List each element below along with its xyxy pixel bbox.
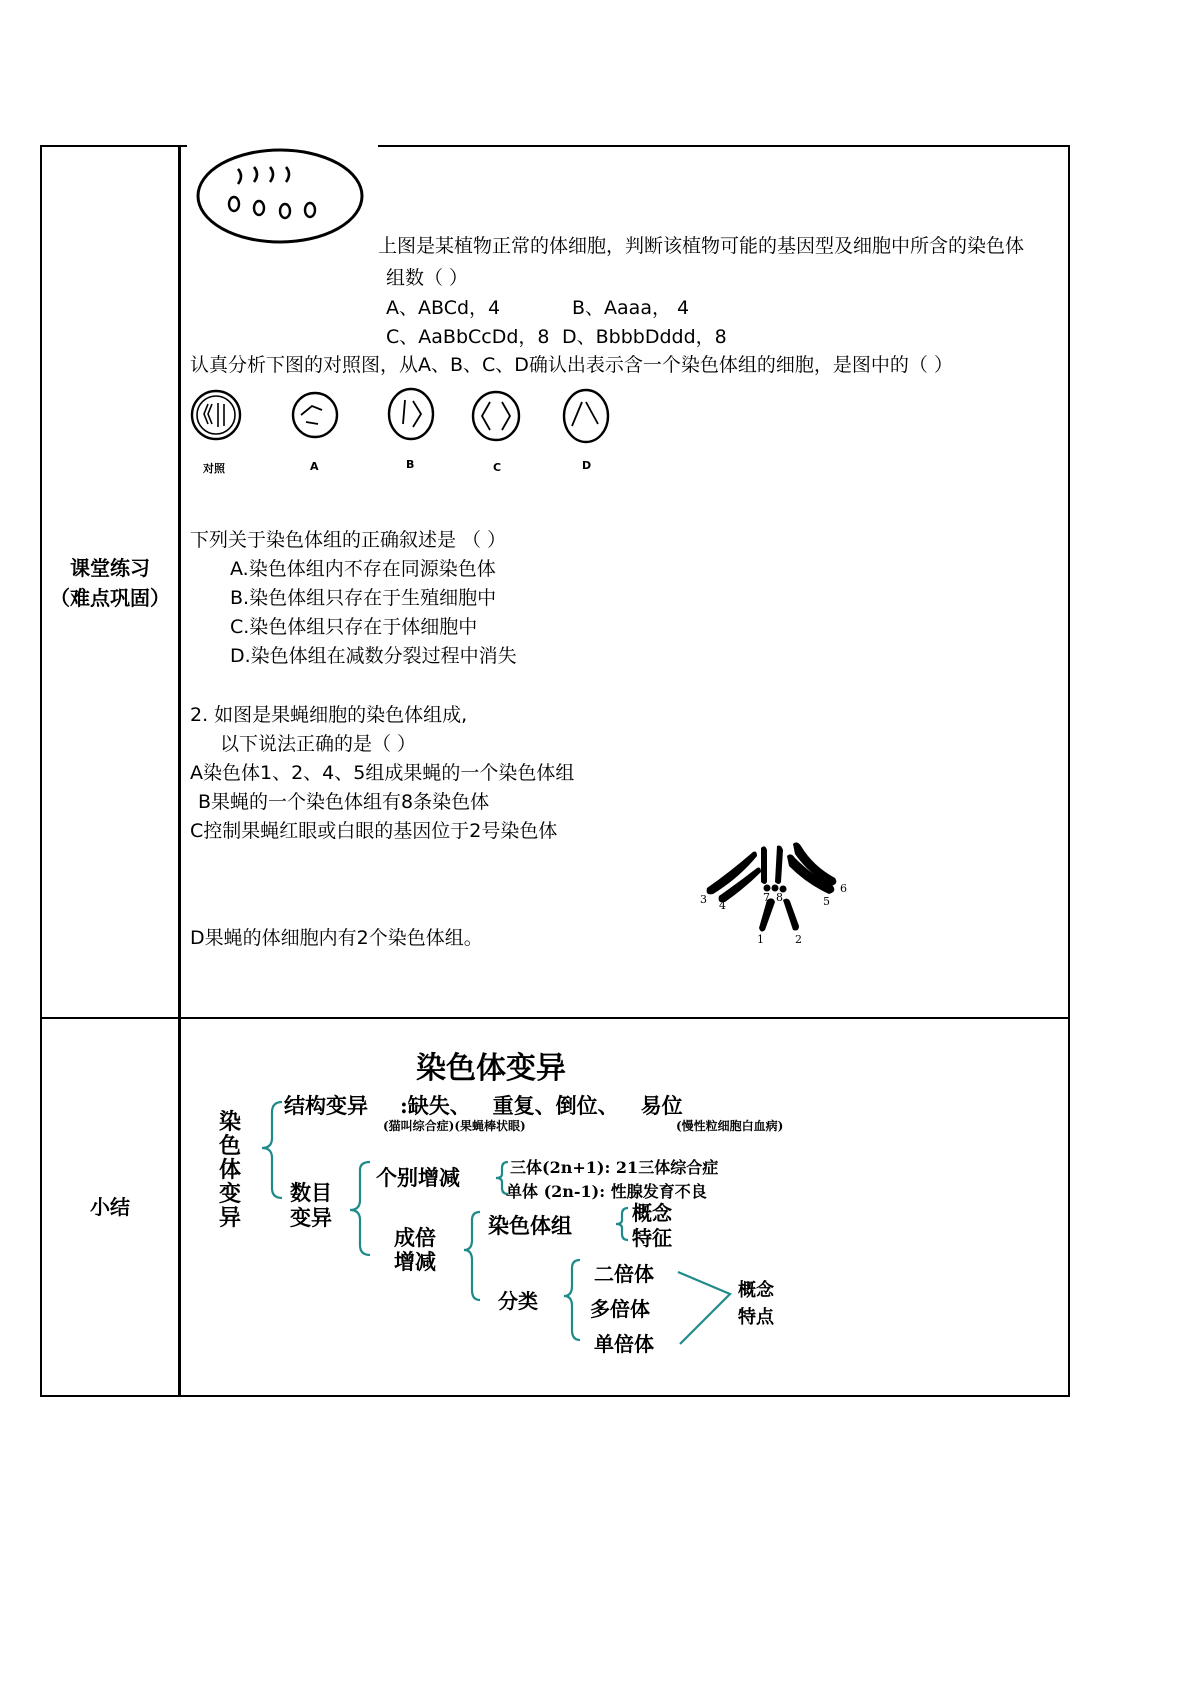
chromosome-label-4: 4 xyxy=(719,899,726,912)
q1-question-line1: 上图是某植物正常的体细胞，判断该植物可能的基因型及细胞中所含的染色体 xyxy=(378,235,1025,257)
q3-option-b: B.染色体组只存在于生殖细胞中 xyxy=(230,587,497,609)
chromosome-label-3: 3 xyxy=(700,893,707,906)
table-bottom-border xyxy=(40,1395,1070,1397)
fruit-fly-chromosomes xyxy=(695,838,855,950)
q2-caption-a: A xyxy=(310,460,319,473)
practice-row-label xyxy=(42,553,178,613)
mindmap-root-char-4: 变 xyxy=(218,1181,241,1207)
structural-label: 结构变异 xyxy=(284,1093,368,1118)
summary-row-label: 小结 xyxy=(90,1195,130,1219)
classification-haploid: 单倍体 xyxy=(594,1332,654,1356)
chromosome-label-1: 1 xyxy=(757,933,764,946)
mindmap-root-char-3: 体 xyxy=(218,1157,241,1183)
mindmap-root-char-5: 异 xyxy=(218,1205,241,1231)
q4-option-a: A染色体1、2、4、5组成果蝇的一个染色体组 xyxy=(190,762,575,784)
q2-question: 认真分析下图的对照图，从A、B、C、D确认出表示含一个染色体组的细胞，是图中的（ ） xyxy=(190,354,953,376)
chromosome-set-label: 染色体组 xyxy=(488,1213,572,1238)
table-row-divider xyxy=(40,1017,1070,1019)
chromosome-set-feature: 特征 xyxy=(632,1226,672,1250)
practice-label-line2: （难点巩固） xyxy=(50,586,170,610)
structural-examples-1: (猫叫综合症)(果蝇棒状眼) xyxy=(383,1119,526,1133)
q4-option-d: D果蝇的体细胞内有2个染色体组。 xyxy=(190,927,483,949)
mindmap-root-char-2: 色 xyxy=(218,1133,241,1159)
q4-option-b: B果蝇的一个染色体组有8条染色体 xyxy=(198,791,490,813)
q1-option-c: C、AaBbCcDd，8 xyxy=(386,326,550,348)
individual-item-1: 三体(2n+1): 21三体综合症 xyxy=(510,1158,719,1177)
multiple-label-line1: 成倍 xyxy=(394,1225,436,1250)
chromosome-label-5: 5 xyxy=(823,895,830,908)
chromosome-set-concept: 概念 xyxy=(632,1201,672,1225)
cell-diagram xyxy=(188,145,378,250)
q4-line1: 2. 如图是果蝇细胞的染色体组成, xyxy=(190,704,468,726)
individual-item-2: 单体 (2n-1): 性腺发育不良 xyxy=(506,1182,707,1201)
classification-diploid: 二倍体 xyxy=(594,1262,654,1286)
table-top-border-right xyxy=(378,145,1070,147)
chromosome-label-8: 8 xyxy=(776,891,783,904)
structural-examples-2: (慢性粒细胞白血病) xyxy=(676,1119,784,1133)
numerical-label-line2: 变异 xyxy=(290,1205,332,1230)
classification-polyploid: 多倍体 xyxy=(590,1297,650,1321)
table-right-border xyxy=(1068,145,1070,1397)
individual-label: 个别增减 xyxy=(376,1165,460,1190)
q3-question: 下列关于染色体组的正确叙述是 （ ） xyxy=(190,529,507,551)
q2-caption-control: 对照 xyxy=(203,462,225,475)
classification-label: 分类 xyxy=(498,1289,538,1313)
q1-option-b: B、Aaaa， 4 xyxy=(572,297,690,319)
classification-aspect-feature: 特点 xyxy=(738,1307,774,1328)
table-top-border-left xyxy=(40,145,187,147)
multiple-label xyxy=(394,1226,436,1274)
q2-caption-d: D xyxy=(582,459,592,472)
multiple-label-line2: 增减 xyxy=(394,1249,436,1274)
q3-option-d: D.染色体组在减数分裂过程中消失 xyxy=(230,645,517,667)
q4-line2: 以下说法正确的是（ ） xyxy=(220,733,417,755)
q2-cells-figure xyxy=(188,380,618,460)
q3-option-a: A.染色体组内不存在同源染色体 xyxy=(230,558,496,580)
structural-types: :缺失、 重复、倒位、 易位 xyxy=(400,1093,683,1118)
q1-option-d: D、BbbbDddd，8 xyxy=(562,326,727,348)
numerical-label xyxy=(290,1180,332,1230)
q1-option-a: A、ABCd，4 xyxy=(386,297,501,319)
chromosome-label-7: 7 xyxy=(763,891,770,904)
chromosome-label-2: 2 xyxy=(795,933,802,946)
q1-question-line2: 组数（ ） xyxy=(386,267,469,289)
mindmap-root-char-1: 染 xyxy=(218,1109,241,1135)
classification-aspect-concept: 概念 xyxy=(738,1280,774,1301)
mindmap-title: 染色体变异 xyxy=(416,1051,566,1086)
chromosome-label-6: 6 xyxy=(840,882,847,895)
q3-option-c: C.染色体组只存在于体细胞中 xyxy=(230,616,478,638)
table-column-divider xyxy=(178,145,181,1397)
q4-option-c: C控制果蝇红眼或白眼的基因位于2号染色体 xyxy=(190,820,558,842)
q2-caption-b: B xyxy=(406,458,415,471)
q2-caption-c: C xyxy=(493,461,502,474)
practice-label-line1: 课堂练习 xyxy=(70,556,150,580)
numerical-label-line1: 数目 xyxy=(290,1180,332,1205)
